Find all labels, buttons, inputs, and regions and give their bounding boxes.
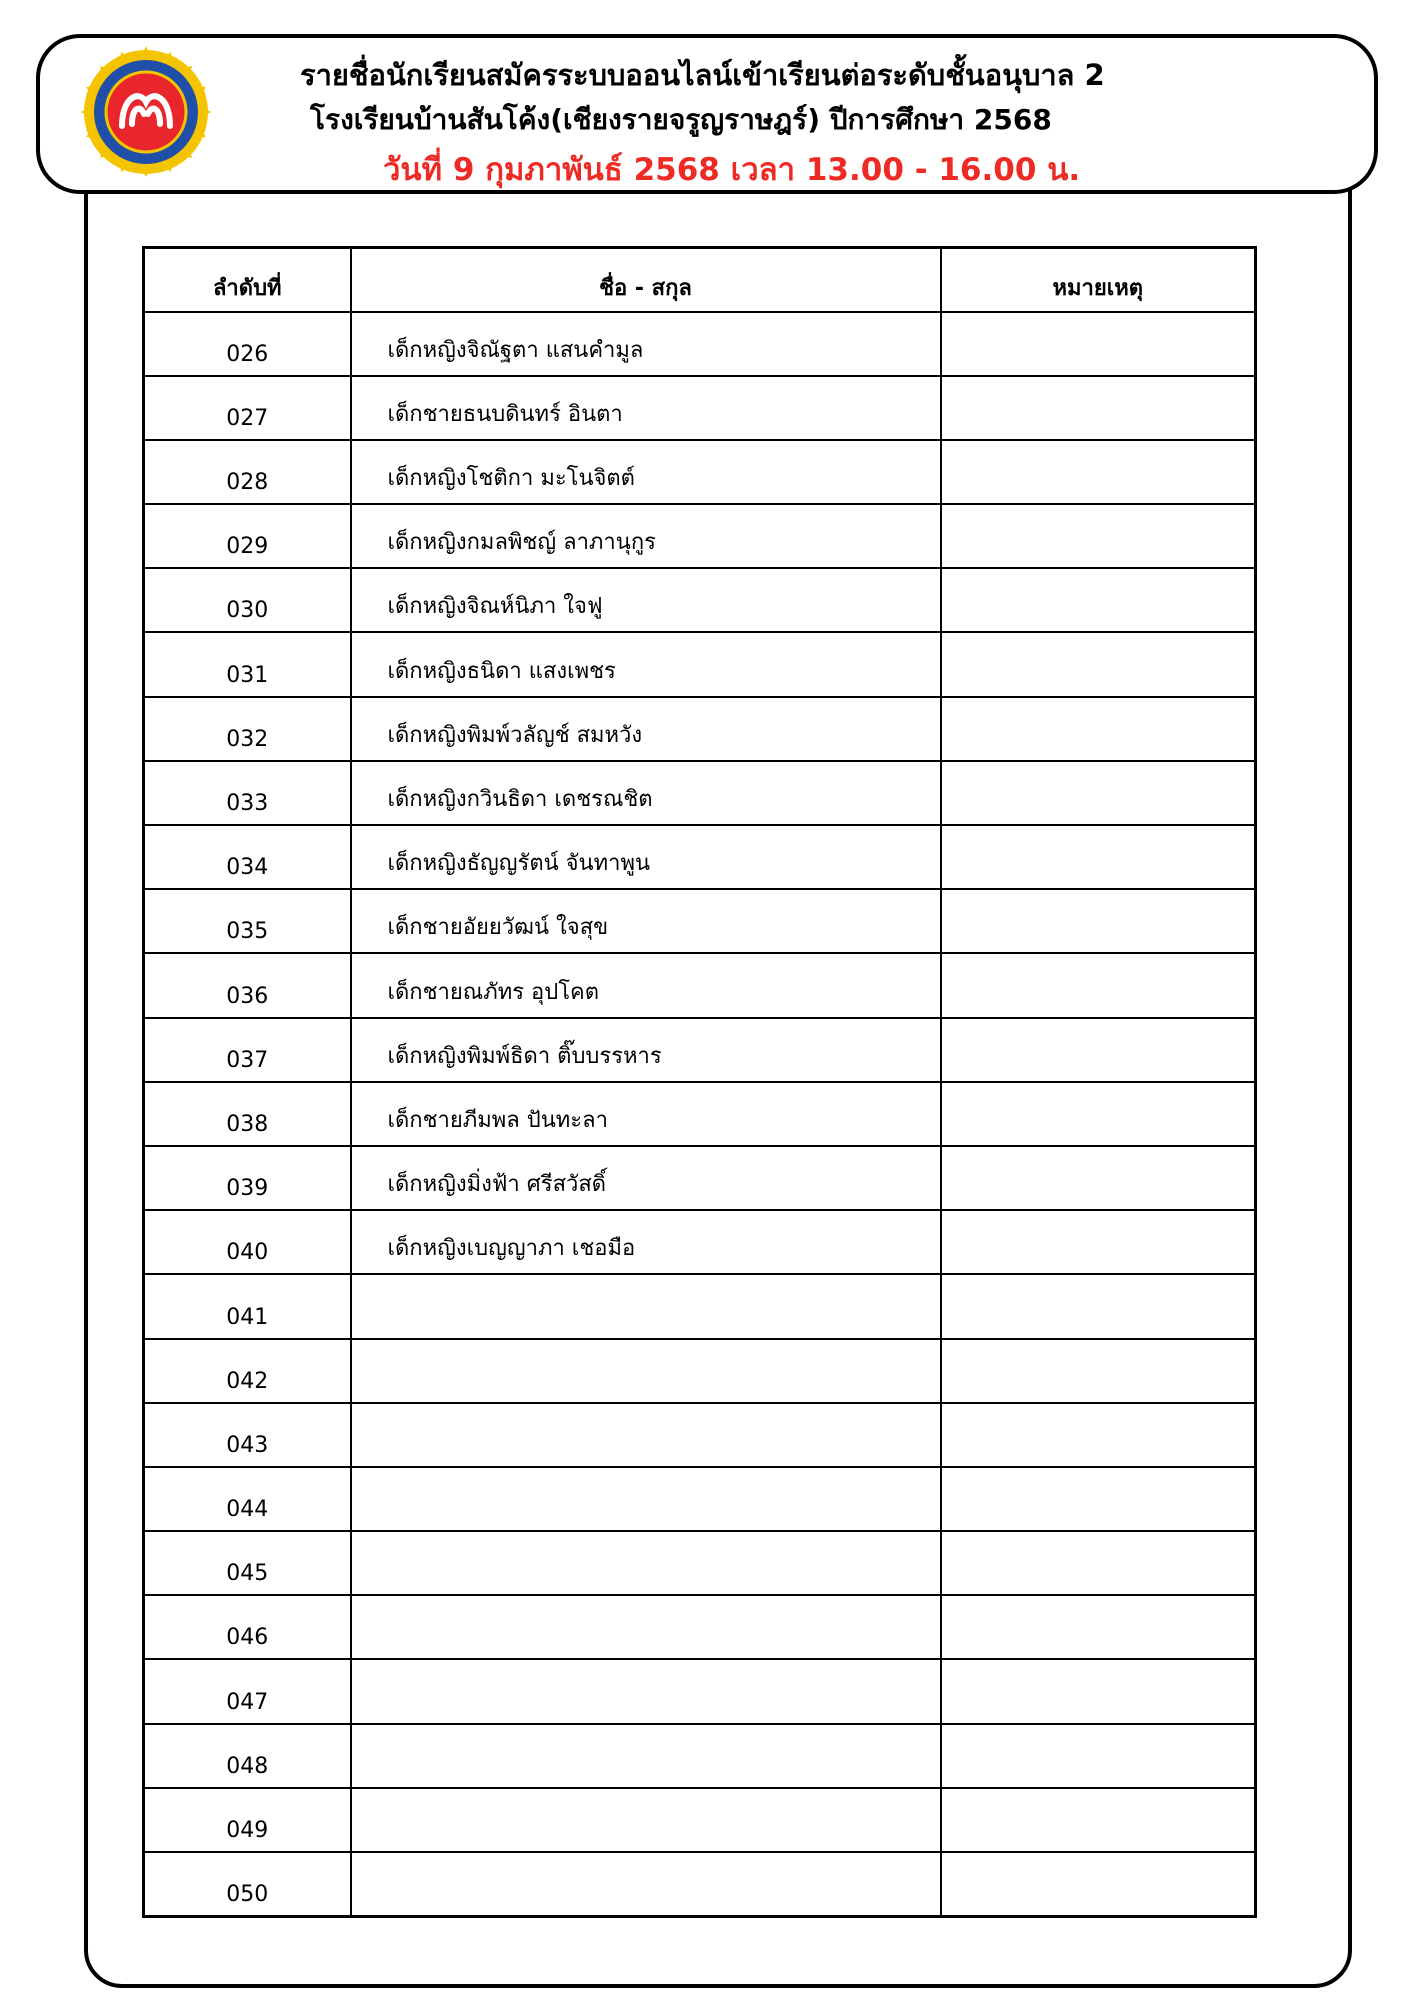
student-name bbox=[351, 1467, 941, 1531]
row-number: 049 bbox=[144, 1788, 351, 1852]
student-name: เด็กหญิงเบญญาภา เชอมือ bbox=[351, 1210, 941, 1274]
student-name: เด็กชายอัยยวัฒน์ ใจสุข bbox=[351, 889, 941, 953]
row-note bbox=[941, 1852, 1256, 1916]
row-number: 045 bbox=[144, 1531, 351, 1595]
row-number: 038 bbox=[144, 1082, 351, 1146]
table-row bbox=[144, 1274, 1256, 1338]
row-number: 048 bbox=[144, 1724, 351, 1788]
row-note bbox=[941, 504, 1256, 568]
table-row bbox=[144, 1595, 1256, 1659]
table-body bbox=[144, 312, 1256, 1917]
row-note bbox=[941, 1467, 1256, 1531]
student-name: เด็กหญิงพิมพ์วลัญช์ สมหวัง bbox=[351, 697, 941, 761]
student-name bbox=[351, 1339, 941, 1403]
student-name: เด็กหญิงธนิดา แสงเพชร bbox=[351, 632, 941, 696]
table-row bbox=[144, 440, 1256, 504]
row-note bbox=[941, 953, 1256, 1017]
row-number: 039 bbox=[144, 1146, 351, 1210]
student-name bbox=[351, 1724, 941, 1788]
row-note bbox=[941, 1339, 1256, 1403]
row-number: 031 bbox=[144, 632, 351, 696]
row-note bbox=[941, 1595, 1256, 1659]
table-row bbox=[144, 376, 1256, 440]
school-emblem-icon bbox=[80, 46, 212, 178]
table-row bbox=[144, 1852, 1256, 1916]
table-row bbox=[144, 312, 1256, 376]
row-number: 033 bbox=[144, 761, 351, 825]
row-note bbox=[941, 376, 1256, 440]
table-row bbox=[144, 1659, 1256, 1723]
header-note: หมายเหตุ bbox=[941, 248, 1256, 312]
row-number: 043 bbox=[144, 1403, 351, 1467]
table-row bbox=[144, 1082, 1256, 1146]
row-number: 042 bbox=[144, 1339, 351, 1403]
row-number: 035 bbox=[144, 889, 351, 953]
student-name: เด็กหญิงมิ่งฟ้า ศรีสวัสดิ์ bbox=[351, 1146, 941, 1210]
table-header bbox=[144, 248, 1256, 312]
student-name bbox=[351, 1595, 941, 1659]
title-line-3-date: วันที่ 9 กุมภาพันธ์ 2568 เวลา 13.00 - 16.00 น. bbox=[383, 152, 1081, 188]
title-line-2: โรงเรียนบ้านสันโค้ง(เชียงรายจรูญราษฎร์) ปีการศึกษา 2568 bbox=[310, 103, 1052, 136]
student-name: เด็กหญิงจิณห์นิภา ใจฟู bbox=[351, 568, 941, 632]
student-name: เด็กหญิงโชติกา มะโนจิตต์ bbox=[351, 440, 941, 504]
table-row bbox=[144, 1146, 1256, 1210]
table-row bbox=[144, 1788, 1256, 1852]
row-number: 046 bbox=[144, 1595, 351, 1659]
row-number: 040 bbox=[144, 1210, 351, 1274]
student-name bbox=[351, 1659, 941, 1723]
student-name: เด็กหญิงพิมพ์ธิดา ติ๊บบรรหาร bbox=[351, 1018, 941, 1082]
student-name: เด็กหญิงจิณัฐตา แสนคำมูล bbox=[351, 312, 941, 376]
row-note bbox=[941, 1724, 1256, 1788]
row-note bbox=[941, 1274, 1256, 1338]
student-name bbox=[351, 1403, 941, 1467]
table-row bbox=[144, 1531, 1256, 1595]
student-name: เด็กหญิงกวินธิดา เดชรณชิต bbox=[351, 761, 941, 825]
table-row bbox=[144, 889, 1256, 953]
table-header-row bbox=[144, 248, 1256, 312]
row-number: 032 bbox=[144, 697, 351, 761]
row-note bbox=[941, 1659, 1256, 1723]
student-name: เด็กหญิงกมลพิชญ์ ลาภานุกูร bbox=[351, 504, 941, 568]
student-name: เด็กชายภีมพล ปันทะลา bbox=[351, 1082, 941, 1146]
table-row bbox=[144, 697, 1256, 761]
table-row bbox=[144, 1724, 1256, 1788]
table-row bbox=[144, 825, 1256, 889]
row-number: 030 bbox=[144, 568, 351, 632]
header-no: ลำดับที่ bbox=[144, 248, 351, 312]
row-note bbox=[941, 1531, 1256, 1595]
header-name: ชื่อ - สกุล bbox=[351, 248, 941, 312]
table-row bbox=[144, 1467, 1256, 1531]
row-note bbox=[941, 1146, 1256, 1210]
row-note bbox=[941, 440, 1256, 504]
student-name bbox=[351, 1852, 941, 1916]
row-note bbox=[941, 312, 1256, 376]
row-number: 044 bbox=[144, 1467, 351, 1531]
row-note bbox=[941, 1210, 1256, 1274]
row-note bbox=[941, 632, 1256, 696]
row-number: 036 bbox=[144, 953, 351, 1017]
table-row bbox=[144, 568, 1256, 632]
table-row bbox=[144, 1403, 1256, 1467]
table-row bbox=[144, 761, 1256, 825]
row-number: 029 bbox=[144, 504, 351, 568]
row-note bbox=[941, 1018, 1256, 1082]
row-note bbox=[941, 568, 1256, 632]
table-row bbox=[144, 504, 1256, 568]
table-row bbox=[144, 632, 1256, 696]
roster-table bbox=[142, 246, 1257, 1918]
table-row bbox=[144, 1210, 1256, 1274]
student-name: เด็กหญิงธัญญรัตน์ จันทาพูน bbox=[351, 825, 941, 889]
row-note bbox=[941, 889, 1256, 953]
student-name: เด็กชายณภัทร อุปโคต bbox=[351, 953, 941, 1017]
row-note bbox=[941, 761, 1256, 825]
title-line-1: รายชื่อนักเรียนสมัครระบบออนไลน์เข้าเรียนต่อระดับชั้นอนุบาล 2 bbox=[300, 58, 1105, 92]
table-row bbox=[144, 1339, 1256, 1403]
row-number: 034 bbox=[144, 825, 351, 889]
row-note bbox=[941, 1082, 1256, 1146]
table-row bbox=[144, 1018, 1256, 1082]
row-number: 037 bbox=[144, 1018, 351, 1082]
row-note bbox=[941, 825, 1256, 889]
row-number: 027 bbox=[144, 376, 351, 440]
table-row bbox=[144, 953, 1256, 1017]
row-number: 028 bbox=[144, 440, 351, 504]
row-number: 041 bbox=[144, 1274, 351, 1338]
student-name bbox=[351, 1788, 941, 1852]
row-number: 047 bbox=[144, 1659, 351, 1723]
row-note bbox=[941, 697, 1256, 761]
row-number: 050 bbox=[144, 1852, 351, 1916]
row-note bbox=[941, 1788, 1256, 1852]
row-number: 026 bbox=[144, 312, 351, 376]
student-name bbox=[351, 1531, 941, 1595]
student-name: เด็กชายธนบดินทร์ อินตา bbox=[351, 376, 941, 440]
row-note bbox=[941, 1403, 1256, 1467]
student-name bbox=[351, 1274, 941, 1338]
